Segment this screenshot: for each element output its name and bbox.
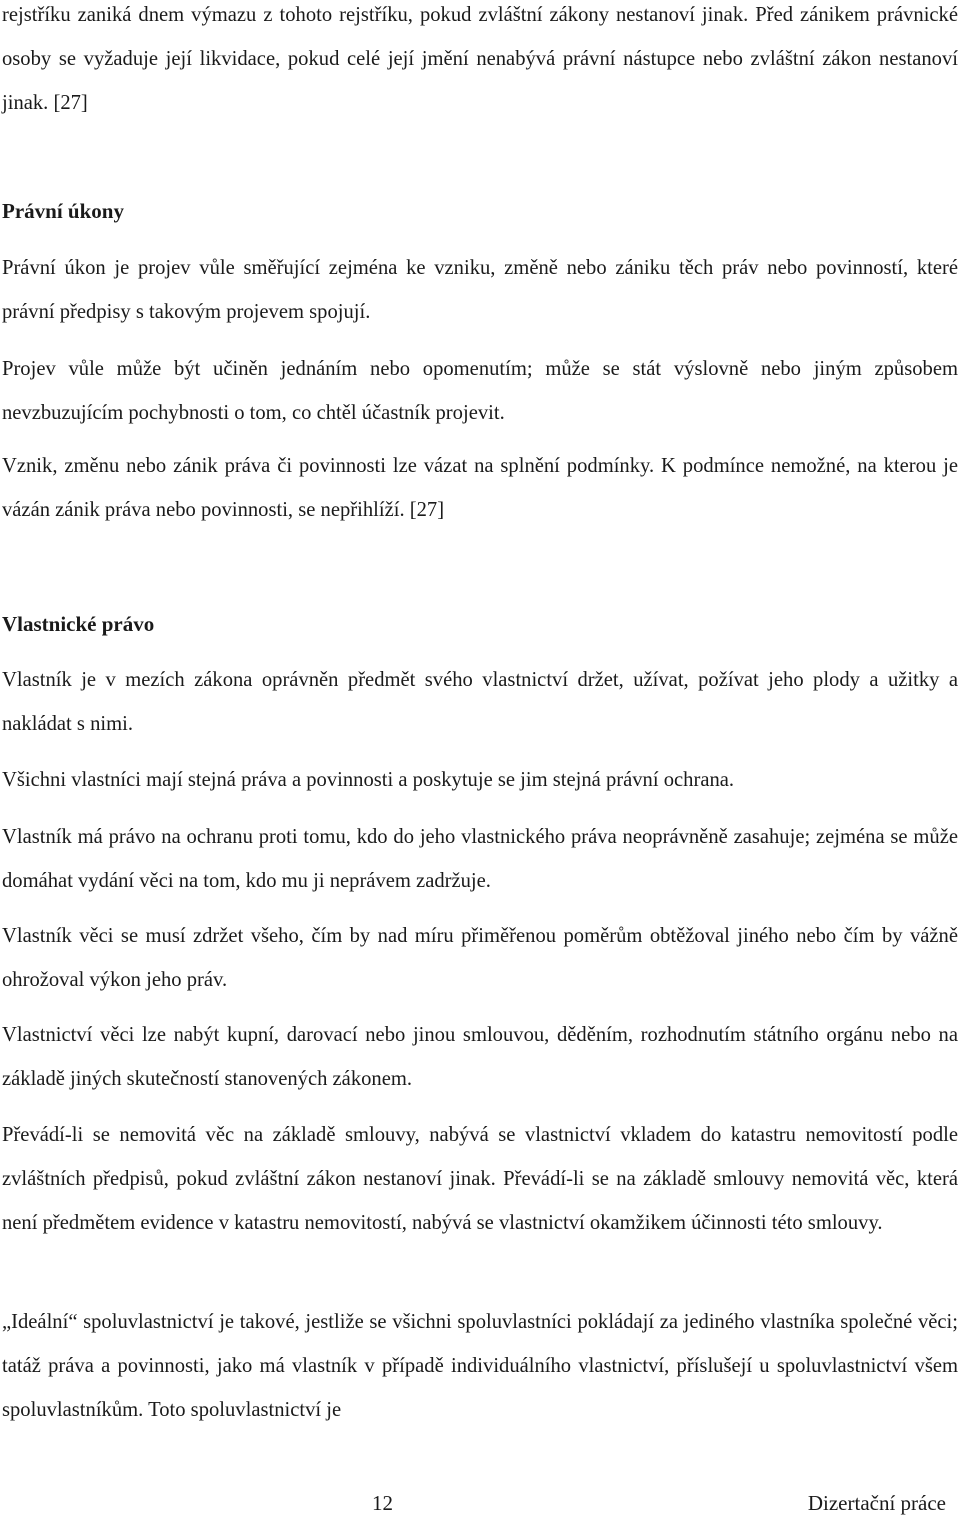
paragraph-vlastnicke-3: Vlastník má právo na ochranu proti tomu, kdo do jeho vlastnického práva neoprávněně zasahuje; zejména se může domáhat vydání věci na tom, kdo mu ji neprávem zadržuje. — [2, 826, 958, 892]
intro-paragraph: rejstříku zaniká dnem výmazu z tohoto rejstříku, pokud zvláštní zákony nestanoví jinak. Před zánikem právnické osoby se vyžaduje její likvidace, pokud celé její jmění nenabývá právní nástupce nebo zvláštní zákon nestanoví jinak. [27] — [2, 4, 958, 114]
section-heading-pravni-ukony: Právní úkony — [2, 199, 124, 223]
paragraph-vlastnicke-1: Vlastník je v mezích zákona oprávněn předmět svého vlastnictví držet, užívat, požívat jeho plody a užitky a nakládat s nimi. — [2, 669, 958, 735]
paragraph-ukony-3: Vznik, změnu nebo zánik práva či povinnosti lze vázat na splnění podmínky. K podmínce nemožné, na kterou je vázán zánik práva nebo povinnosti, se nepřihlíží. [27] — [2, 455, 958, 521]
footer-document-title: Dizertační práce — [807, 1491, 946, 1515]
paragraph-ukony-1: Právní úkon je projev vůle směřující zejména ke vzniku, změně nebo zániku těch práv nebo povinností, které právní předpisy s takovým projevem spojují. — [2, 257, 958, 323]
section-heading-vlastnicke-pravo: Vlastnické právo — [2, 612, 155, 636]
paragraph-vlastnicke-2: Všichni vlastníci mají stejná práva a povinnosti a poskytuje se jim stejná právní ochrana. — [2, 769, 735, 791]
paragraph-vlastnicke-7: „Ideální“ spoluvlastnictví je takové, jestliže se všichni spoluvlastníci pokládají za jediného vlastníka společné věci; tatáž práva a povinnosti, jako má vlastník v případě individuálního vlastnictví, příslušejí u spoluvlastnictví všem spoluvlastníkům. Toto spoluvlastnictví je — [2, 1311, 958, 1421]
paragraph-vlastnicke-4: Vlastník věci se musí zdržet všeho, čím by nad míru přiměřenou poměrům obtěžoval jiného nebo čím by vážně ohrožoval výkon jeho práv. — [2, 925, 958, 991]
paragraph-vlastnicke-6: Převádí-li se nemovitá věc na základě smlouvy, nabývá se vlastnictví vkladem do katastru nemovitostí podle zvláštních předpisů, pokud zvláštní zákon nestanoví jinak. Převádí-li se na základě smlouvy nemovitá věc, která není předmětem evidence v katastru nemovitostí, nabývá se vlastnictví okamžikem účinnosti této smlouvy. — [2, 1124, 958, 1234]
page-number: 12 — [372, 1491, 393, 1515]
paragraph-vlastnicke-5: Vlastnictví věci lze nabýt kupní, darovací nebo jinou smlouvou, děděním, rozhodnutím státního orgánu nebo na základě jiných skutečností stanovených zákonem. — [2, 1024, 958, 1090]
paragraph-ukony-2: Projev vůle může být učiněn jednáním nebo opomenutím; může se stát výslovně nebo jiným způsobem nevzbuzujícím pochybnosti o tom, co chtěl účastník projevit. — [2, 358, 958, 424]
